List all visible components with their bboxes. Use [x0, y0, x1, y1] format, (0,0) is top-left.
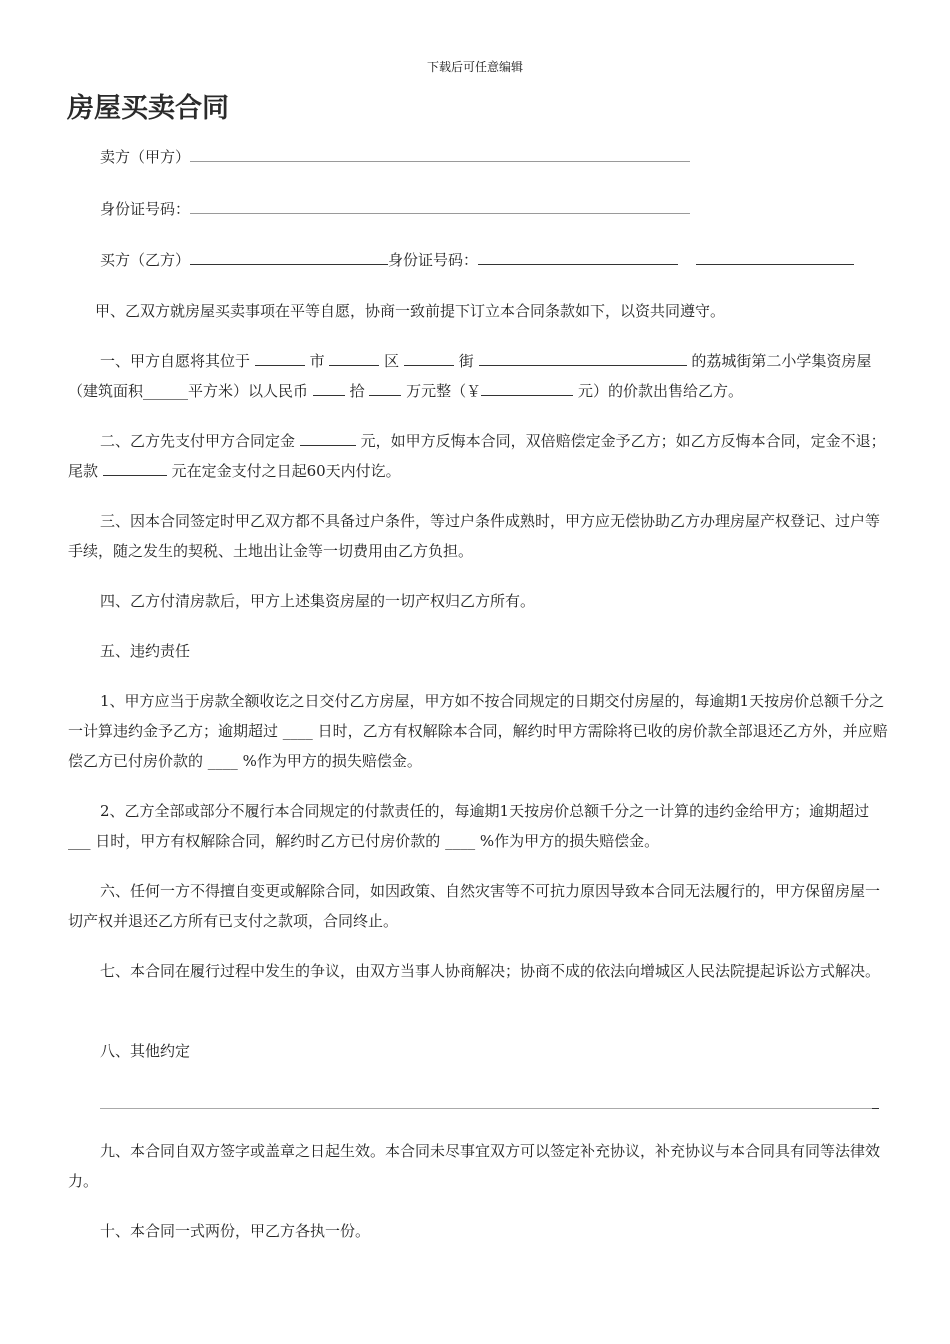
clause-10: 十、本合同一式两份，甲乙方各执一份。	[100, 1222, 371, 1240]
clause-5-title: 五、违约责任	[100, 642, 191, 660]
seller-label: 卖方（甲方）	[100, 148, 191, 166]
seller-row	[100, 142, 920, 172]
buyer-row	[100, 245, 920, 275]
price-shi-blank[interactable]	[313, 380, 345, 396]
compensation-percent-blank-2[interactable]: ____	[445, 832, 476, 850]
deposit-blank[interactable]	[300, 430, 356, 446]
clause-5-1-text-a: 1、甲方应当于房款全额收讫之日交付乙方房屋，甲方如不按合同规定的日期交付房屋的，每逾期1天按房价总额千分之一计算违约金予乙方；逾期超过	[68, 692, 885, 740]
clause-5-2-text-b: 日时，甲方有权解除合同，解约时乙方已付房价款的	[95, 832, 441, 850]
clause-9: 九、本合同自双方签字或盖章之日起生效。本合同未尽事宜双方可以签定补充协议，补充协议与本合同具有同等法律效力。	[68, 1142, 881, 1190]
seller-name-blank[interactable]	[190, 146, 690, 162]
clause-1-text-a: 一、甲方自愿将其位于	[100, 352, 251, 370]
compensation-percent-blank-1[interactable]: ____	[207, 752, 238, 770]
clause-4: 四、乙方付清房款后，甲方上述集资房屋的一切产权归乙方所有。	[100, 592, 536, 610]
clause-2-text-a: 二、乙方先支付甲方合同定金	[100, 432, 296, 450]
other-terms-line-end	[872, 1108, 879, 1109]
delay-days-blank-1[interactable]: ____	[282, 722, 313, 740]
buyer-extra-blank[interactable]	[696, 249, 854, 265]
yuan-label: 元）的价款出售给乙方。	[577, 382, 743, 400]
clause-1-text-b: 集资房屋（建筑面积	[68, 352, 872, 400]
city-label: 市	[309, 352, 325, 370]
clause-5-2-text-c: %作为甲方的损失赔偿金。	[479, 832, 660, 850]
intro-paragraph: 甲、乙双方就房屋买卖事项在平等自愿，协商一致前提下订立本合同条款如下，以资共同遵守。	[95, 302, 726, 320]
clause-2-text-c: 元在定金支付之日起60天内付讫。	[171, 462, 401, 480]
district-label: 区	[384, 352, 400, 370]
clause-1-location: 的荔城街第二小学	[691, 352, 812, 370]
delay-days-blank-2[interactable]: ___	[68, 832, 91, 850]
street-blank[interactable]	[404, 350, 454, 366]
city-blank[interactable]	[255, 350, 305, 366]
clause-5-2-text-a: 2、乙方全部或部分不履行本合同规定的付款责任的，每逾期1天按房价总额千分之一计算的违约金给甲方；逾期超过	[100, 802, 870, 820]
other-terms-line[interactable]	[100, 1108, 872, 1109]
price-wan-blank[interactable]	[369, 380, 401, 396]
clause-5-1-text-b: 日时，乙方有权解除本合同，解约时甲方需除将已收的房价款全部退还乙方外，并应赔偿乙方已付房价款的	[68, 722, 888, 770]
address-blank[interactable]	[479, 350, 687, 366]
clause-3: 三、因本合同签定时甲乙双方都不具备过户条件，等过户条件成熟时，甲方应无偿协助乙方办理房屋产权登记、过户等手续，随之发生的契税、土地出让金等一切费用由乙方负担。	[68, 512, 881, 560]
wan-label: 万元整（￥	[406, 382, 482, 400]
seller-id-row	[100, 194, 920, 224]
clause-6: 六、任何一方不得擅自变更或解除合同，如因政策、自然灾害等不可抗力原因导致本合同无法履行的，甲方保留房屋一切产权并退还乙方所有已支付之款项，合同终止。	[68, 882, 881, 930]
price-amount-blank[interactable]	[481, 380, 573, 396]
clause-2	[68, 426, 890, 486]
contract-title: 房屋买卖合同	[67, 93, 229, 124]
balance-blank[interactable]	[103, 460, 167, 476]
seller-id-label: 身份证号码：	[100, 200, 191, 218]
clause-1	[68, 346, 890, 406]
district-blank[interactable]	[329, 350, 379, 366]
download-note: 下载后可任意编辑	[426, 60, 523, 74]
clause-5-1-text-c: %作为甲方的损失赔偿金。	[242, 752, 422, 770]
clause-5-1	[68, 686, 890, 776]
buyer-name-blank[interactable]	[190, 249, 388, 265]
clause-8: 八、其他约定	[100, 1042, 191, 1060]
area-unit: 平方米）以人民币	[188, 382, 309, 400]
clause-7: 七、本合同在履行过程中发生的争议，由双方当事人协商解决；协商不成的依法向增城区人民法院提起诉讼方式解决。	[100, 962, 881, 980]
clause-5-2	[68, 796, 890, 856]
buyer-id-blank[interactable]	[478, 249, 678, 265]
buyer-id-label: 身份证号码：	[388, 251, 479, 269]
seller-id-blank[interactable]	[190, 198, 690, 214]
area-blank[interactable]: ______	[143, 382, 189, 400]
street-label: 街	[458, 352, 474, 370]
buyer-label: 买方（乙方）	[100, 251, 191, 269]
clause-2-text-b: 元，如甲方反悔本合同，双倍赔偿定金予乙方；如乙方反悔本合同，定金不退；尾款	[68, 432, 886, 480]
shi-label: 拾	[349, 382, 365, 400]
